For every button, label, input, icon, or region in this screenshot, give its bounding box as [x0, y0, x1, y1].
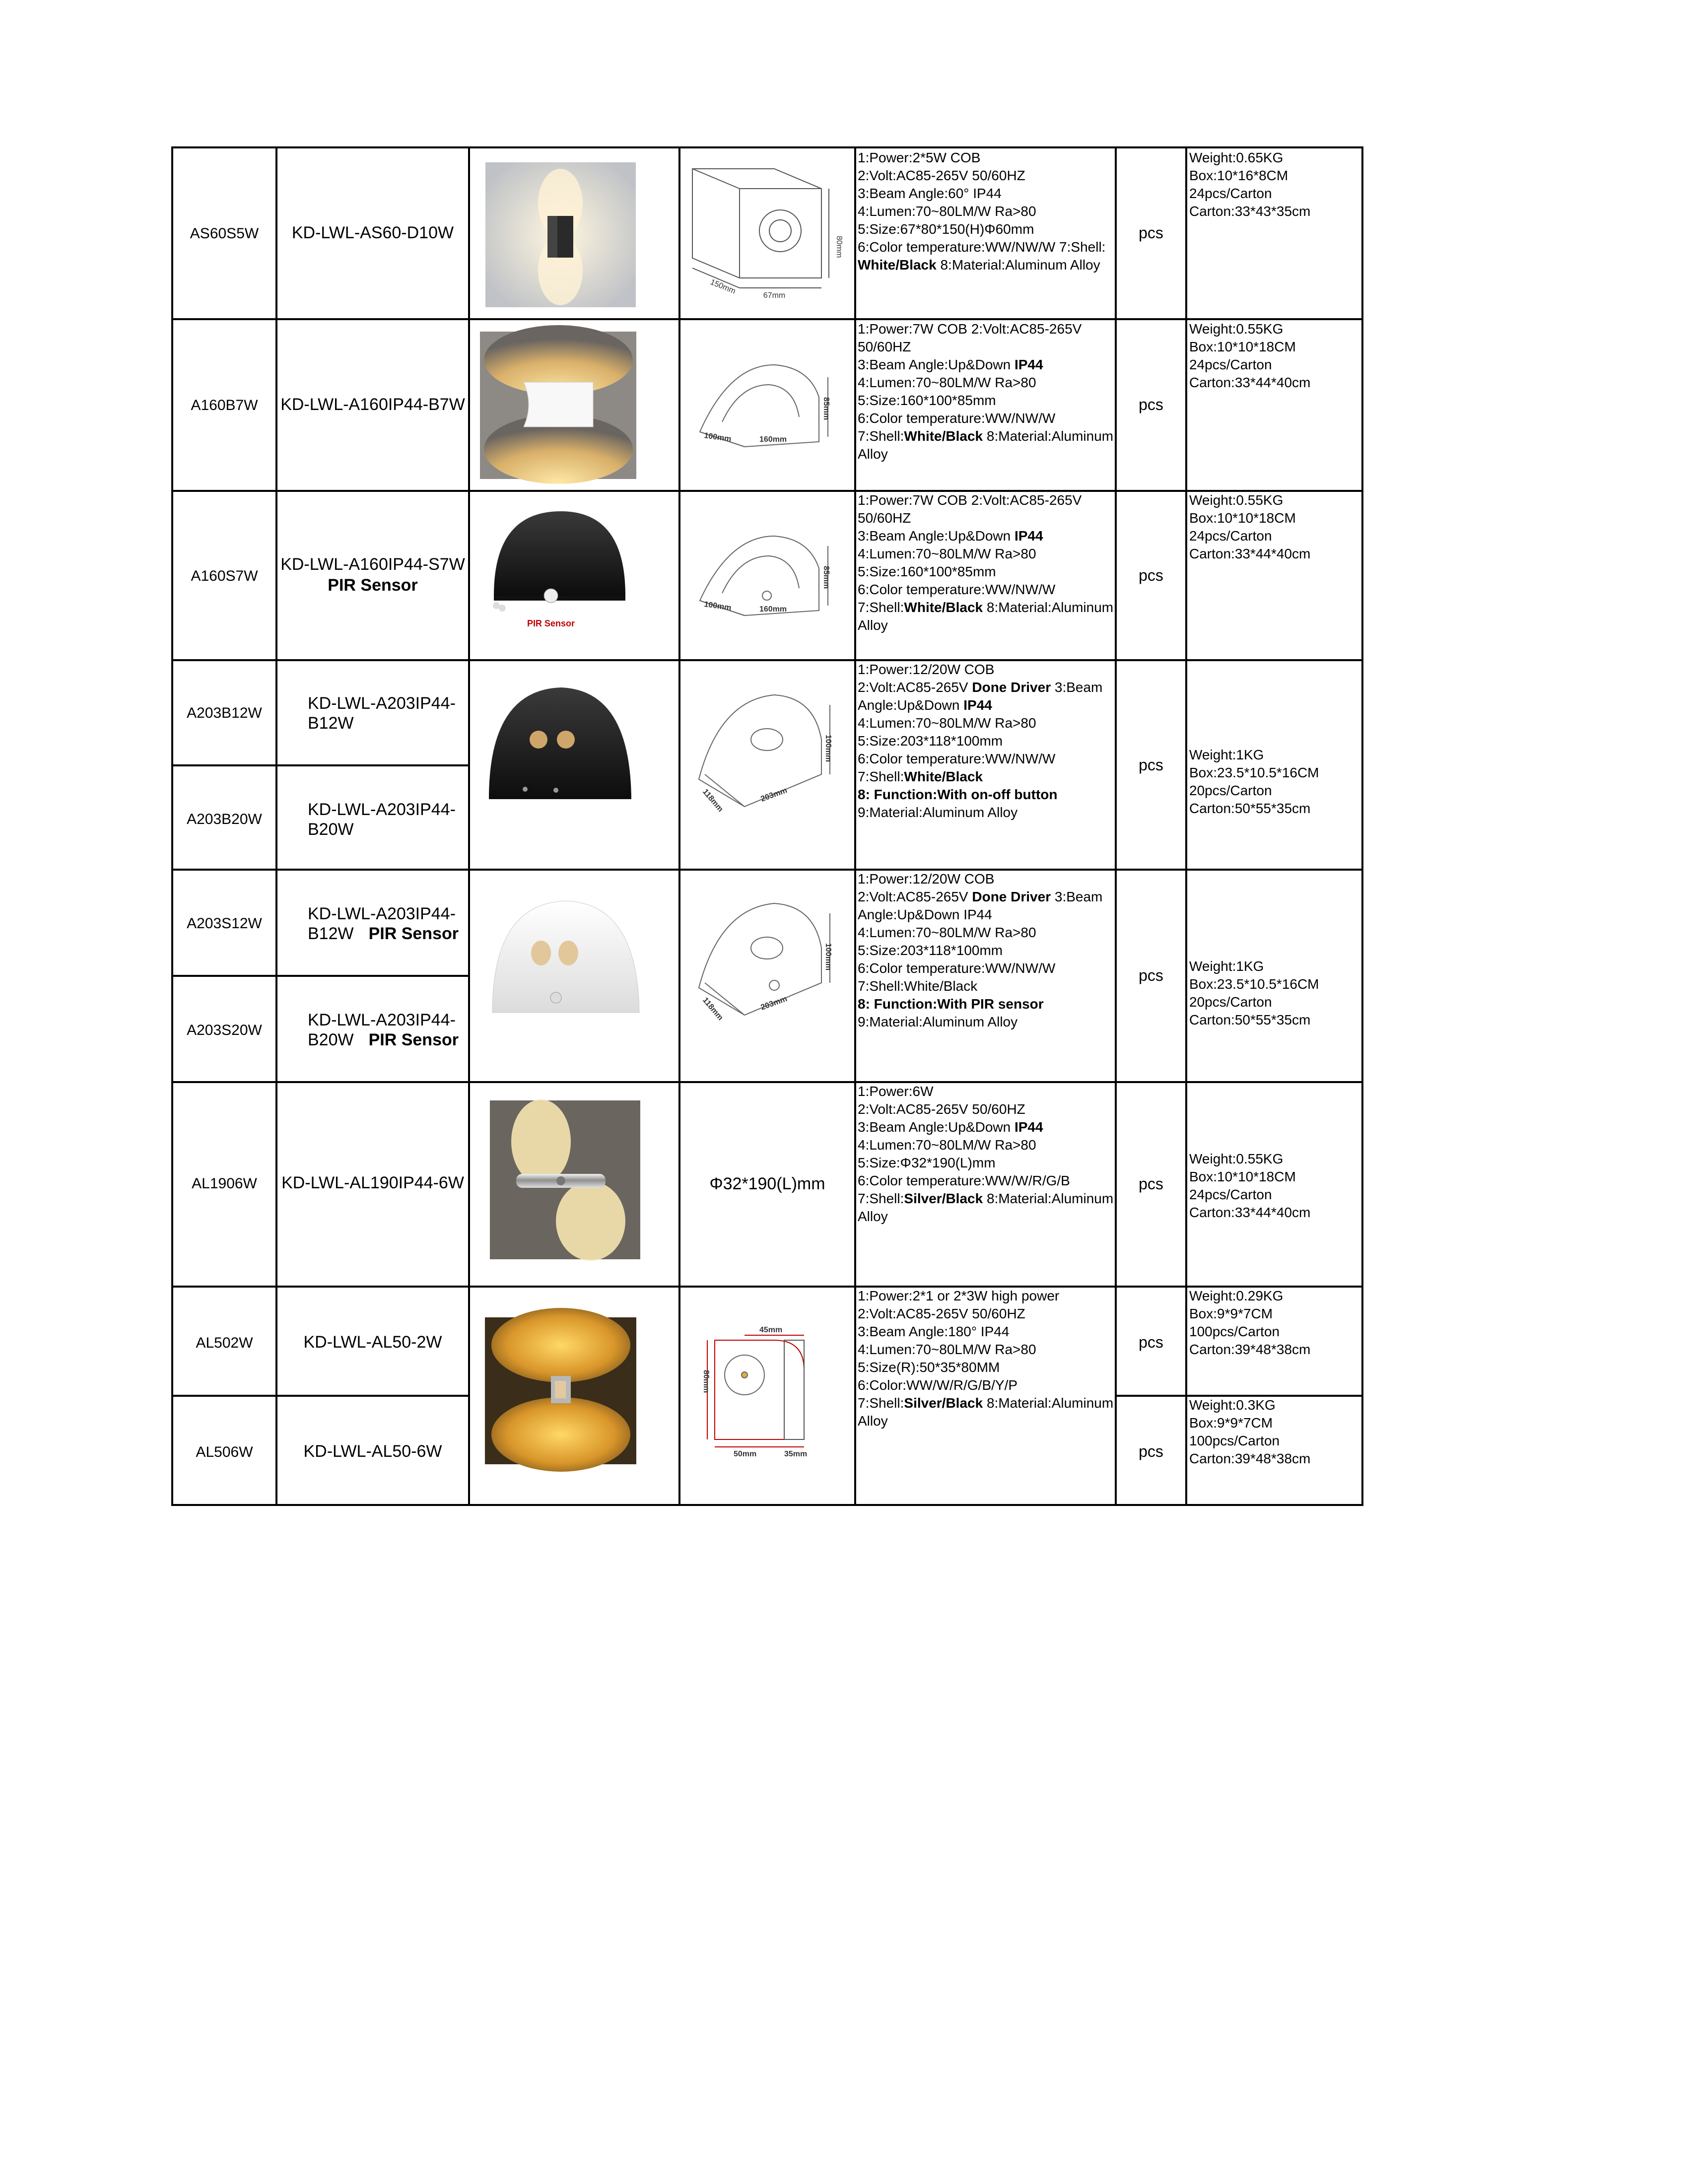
- svg-text:6:Color temperature:WW/NW/W: 6:Color temperature:WW/NW/W: [858, 582, 1056, 597]
- svg-text:8: Function:With on-off button: 8: Function:With on-off button: [858, 787, 1058, 802]
- spec-line: 4:Lumen:70~80LM/W Ra>80: [858, 204, 1036, 219]
- svg-text:9:Material:Aluminum Alloy: 9:Material:Aluminum Alloy: [858, 805, 1018, 820]
- svg-text:5:Size:203*118*100mm: 5:Size:203*118*100mm: [858, 943, 1003, 958]
- svg-text:Carton:50*55*35cm: Carton:50*55*35cm: [1189, 801, 1311, 816]
- svg-text:Alloy: Alloy: [858, 1209, 888, 1224]
- svg-text:203mm: 203mm: [759, 994, 789, 1012]
- product-photo: [485, 1308, 636, 1472]
- svg-text:6:Color:WW/W/R/G/B/Y/P: 6:Color:WW/W/R/G/B/Y/P: [858, 1377, 1018, 1393]
- svg-text:Weight:0.55KG: Weight:0.55KG: [1189, 321, 1284, 337]
- svg-text:118mm: 118mm: [700, 996, 725, 1023]
- table-row: [191, 492, 1310, 633]
- packing-info: [1189, 321, 1310, 390]
- product-photo: [489, 687, 631, 799]
- svg-text:7:Shell:Silver/Black 8:Materia: 7:Shell:Silver/Black 8:Material:Aluminum: [858, 1395, 1114, 1411]
- svg-text:1:Power:12/20W COB: 1:Power:12/20W COB: [858, 662, 995, 677]
- dimension-text: Φ32*190(L)mm: [709, 1174, 825, 1193]
- svg-text:100mm: 100mm: [703, 600, 732, 613]
- product-photo: [485, 162, 636, 307]
- svg-text:4:Lumen:70~80LM/W Ra>80: 4:Lumen:70~80LM/W Ra>80: [858, 546, 1036, 561]
- svg-text:3:Beam Angle:Up&Down IP44: 3:Beam Angle:Up&Down IP44: [858, 357, 1043, 372]
- svg-text:Box:9*9*7CM: Box:9*9*7CM: [1189, 1306, 1273, 1321]
- svg-text:2:Volt:AC85-265V 50/60HZ: 2:Volt:AC85-265V 50/60HZ: [858, 1101, 1025, 1117]
- svg-text:7:Shell:White/Black: 7:Shell:White/Black: [858, 769, 983, 784]
- svg-text:160mm: 160mm: [759, 435, 787, 444]
- table-row: [190, 150, 1311, 307]
- product-photo: [480, 325, 636, 484]
- product-code: B20W: [308, 820, 354, 839]
- svg-text:1:Power:12/20W COB: 1:Power:12/20W COB: [858, 871, 995, 887]
- svg-text:100pcs/Carton: 100pcs/Carton: [1189, 1433, 1280, 1448]
- svg-text:1:Power:7W COB 2:Volt:AC85-265: 1:Power:7W COB 2:Volt:AC85-265V: [858, 492, 1082, 508]
- product-code: KD-LWL-A160IP44-B7W: [280, 395, 465, 414]
- packing-info: [1189, 1288, 1310, 1357]
- svg-text:3:Beam Angle:Up&Down IP44: 3:Beam Angle:Up&Down IP44: [858, 528, 1043, 544]
- unit-label: pcs: [1139, 1442, 1163, 1460]
- svg-text:160mm: 160mm: [759, 605, 787, 614]
- svg-text:Carton:33*44*40cm: Carton:33*44*40cm: [1189, 1205, 1311, 1220]
- svg-text:20pcs/Carton: 20pcs/Carton: [1189, 994, 1272, 1010]
- product-photo: [492, 901, 639, 1013]
- product-code: KD-LWL-AL50-6W: [303, 1442, 442, 1461]
- svg-text:2:Volt:AC85-265V 50/60HZ: 2:Volt:AC85-265V 50/60HZ: [858, 1306, 1025, 1321]
- svg-text:45mm: 45mm: [759, 1326, 783, 1334]
- packing-info: [1189, 492, 1310, 561]
- svg-text:Box:10*10*18CM: Box:10*10*18CM: [1189, 510, 1296, 526]
- dimension-drawing: [707, 1335, 804, 1447]
- svg-text:6:Color temperature:WW/NW/W: 6:Color temperature:WW/NW/W: [858, 960, 1056, 976]
- spec-line: 3:Beam Angle:60° IP44: [858, 186, 1002, 201]
- product-code: KD-LWL-A203IP44-: [308, 1011, 456, 1029]
- product-photo: [490, 1099, 640, 1261]
- svg-text:Weight:0.55KG: Weight:0.55KG: [1189, 492, 1284, 508]
- spec-line: 5:Size:67*80*150(H)Φ60mm: [858, 221, 1034, 237]
- svg-text:5:Size:160*100*85mm: 5:Size:160*100*85mm: [858, 393, 996, 408]
- svg-text:4:Lumen:70~80LM/W Ra>80: 4:Lumen:70~80LM/W Ra>80: [858, 1137, 1036, 1153]
- svg-text:4:Lumen:70~80LM/W Ra>80: 4:Lumen:70~80LM/W Ra>80: [858, 1342, 1036, 1357]
- svg-text:Carton:50*55*35cm: Carton:50*55*35cm: [1189, 1012, 1311, 1027]
- model-number: A160B7W: [191, 397, 258, 413]
- svg-text:4:Lumen:70~80LM/W Ra>80: 4:Lumen:70~80LM/W Ra>80: [858, 375, 1036, 390]
- svg-text:7:Shell:White/Black 8:Material: 7:Shell:White/Black 8:Material:Aluminum: [858, 600, 1114, 615]
- packing-info: [1189, 1397, 1310, 1466]
- spec-list: [858, 662, 1102, 820]
- spec-list: [858, 1084, 1113, 1224]
- svg-text:7:Shell:White/Black 8:Material: 7:Shell:White/Black 8:Material:Aluminum: [858, 428, 1114, 444]
- product-code: KD-LWL-A160IP44-S7W: [280, 555, 465, 574]
- svg-text:85mm: 85mm: [822, 397, 830, 420]
- spec-line: 1:Power:2*5W COB: [858, 150, 981, 165]
- svg-text:67mm: 67mm: [763, 291, 786, 300]
- model-number: AS60S5W: [190, 225, 259, 242]
- unit-label: pcs: [1139, 1175, 1163, 1193]
- svg-text:Box:10*16*8CM: Box:10*16*8CM: [1189, 168, 1288, 183]
- unit-label: pcs: [1139, 396, 1163, 413]
- model-number: A160S7W: [191, 568, 258, 584]
- svg-text:Box:10*10*18CM: Box:10*10*18CM: [1189, 339, 1296, 354]
- product-code: KD-LWL-AL50-2W: [303, 1333, 442, 1352]
- table-row: [192, 1084, 1310, 1261]
- svg-text:80mm: 80mm: [702, 1370, 710, 1393]
- unit-label: pcs: [1139, 966, 1163, 984]
- svg-text:20pcs/Carton: 20pcs/Carton: [1189, 783, 1272, 798]
- product-code: B12W: [308, 714, 354, 733]
- svg-text:Carton:33*44*40cm: Carton:33*44*40cm: [1189, 375, 1311, 390]
- svg-text:Carton:39*48*38cm: Carton:39*48*38cm: [1189, 1342, 1311, 1357]
- svg-text:Carton:33*43*35cm: Carton:33*43*35cm: [1189, 204, 1311, 219]
- svg-text:203mm: 203mm: [759, 786, 789, 804]
- model-number: A203S12W: [187, 915, 262, 932]
- pir-sensor-caption: PIR Sensor: [527, 618, 575, 628]
- svg-text:24pcs/Carton: 24pcs/Carton: [1189, 1187, 1272, 1202]
- unit-label: pcs: [1139, 566, 1163, 584]
- svg-text:Weight:0.65KG: Weight:0.65KG: [1189, 150, 1284, 165]
- svg-text:Weight:1KG: Weight:1KG: [1189, 747, 1264, 762]
- svg-text:Carton:33*44*40cm: Carton:33*44*40cm: [1189, 546, 1311, 561]
- svg-text:Carton:39*48*38cm: Carton:39*48*38cm: [1189, 1451, 1311, 1466]
- svg-text:Weight:0.55KG: Weight:0.55KG: [1189, 1151, 1284, 1166]
- model-number: AL506W: [196, 1444, 253, 1460]
- packing-info: [1189, 958, 1319, 1027]
- dimension-drawing: [699, 695, 830, 807]
- svg-text:50mm: 50mm: [734, 1450, 757, 1458]
- product-code: KD-LWL-A203IP44-: [308, 904, 456, 923]
- svg-text:Box:23.5*10.5*16CM: Box:23.5*10.5*16CM: [1189, 976, 1319, 992]
- model-number: AL502W: [196, 1335, 253, 1351]
- spec-list: [858, 321, 1113, 462]
- dimension-drawing: [692, 169, 829, 288]
- svg-text:6:Color temperature:WW/W/R/G/B: 6:Color temperature:WW/W/R/G/B: [858, 1173, 1070, 1188]
- svg-text:Alloy: Alloy: [858, 446, 888, 462]
- svg-text:100mm: 100mm: [824, 735, 832, 762]
- svg-text:2:Volt:AC85-265V Done Driver 3: 2:Volt:AC85-265V Done Driver 3:Beam: [858, 889, 1103, 904]
- svg-text:24pcs/Carton: 24pcs/Carton: [1189, 357, 1272, 372]
- svg-text:85mm: 85mm: [822, 566, 830, 589]
- svg-text:4:Lumen:70~80LM/W Ra>80: 4:Lumen:70~80LM/W Ra>80: [858, 925, 1036, 940]
- unit-label: pcs: [1139, 224, 1163, 242]
- spec-line: 2:Volt:AC85-265V 50/60HZ: [858, 168, 1025, 183]
- svg-text:150mm: 150mm: [709, 277, 737, 296]
- table-row: [187, 871, 1319, 1049]
- dimension-drawing: [699, 903, 830, 1015]
- svg-text:100mm: 100mm: [824, 943, 832, 971]
- svg-text:5:Size:Φ32*190(L)mm: 5:Size:Φ32*190(L)mm: [858, 1155, 996, 1170]
- svg-text:2:Volt:AC85-265V Done Driver 3: 2:Volt:AC85-265V Done Driver 3:Beam: [858, 680, 1103, 695]
- svg-text:50/60HZ: 50/60HZ: [858, 510, 911, 526]
- svg-text:1:Power:6W: 1:Power:6W: [858, 1084, 934, 1099]
- svg-text:5:Size:160*100*85mm: 5:Size:160*100*85mm: [858, 564, 996, 579]
- svg-text:Weight:1KG: Weight:1KG: [1189, 958, 1264, 974]
- svg-text:Box:23.5*10.5*16CM: Box:23.5*10.5*16CM: [1189, 765, 1319, 780]
- svg-text:Box:9*9*7CM: Box:9*9*7CM: [1189, 1415, 1273, 1431]
- svg-text:Alloy: Alloy: [858, 1413, 888, 1429]
- spec-line: White/Black 8:Material:Aluminum Alloy: [858, 257, 1100, 273]
- svg-text:24pcs/Carton: 24pcs/Carton: [1189, 528, 1272, 544]
- svg-text:6:Color temperature:WW/NW/W: 6:Color temperature:WW/NW/W: [858, 751, 1056, 766]
- svg-text:Angle:Up&Down IP44: Angle:Up&Down IP44: [858, 697, 992, 713]
- packing-info: [1189, 150, 1310, 219]
- svg-text:50/60HZ: 50/60HZ: [858, 339, 911, 354]
- svg-text:Alloy: Alloy: [858, 617, 888, 633]
- product-code: KD-LWL-A203IP44-: [308, 694, 456, 713]
- svg-text:1:Power:7W COB 2:Volt:AC85-265: 1:Power:7W COB 2:Volt:AC85-265V: [858, 321, 1082, 337]
- svg-text:24pcs/Carton: 24pcs/Carton: [1189, 186, 1272, 201]
- svg-text:7:Shell:Silver/Black 8:Materia: 7:Shell:Silver/Black 8:Material:Aluminum: [858, 1191, 1114, 1206]
- svg-text:100pcs/Carton: 100pcs/Carton: [1189, 1324, 1280, 1339]
- svg-text:5:Size:203*118*100mm: 5:Size:203*118*100mm: [858, 733, 1003, 749]
- svg-text:5:Size(R):50*35*80MM: 5:Size(R):50*35*80MM: [858, 1360, 1000, 1375]
- model-number: AL1906W: [192, 1175, 257, 1192]
- table-row: [191, 321, 1310, 484]
- svg-text:Weight:0.3KG: Weight:0.3KG: [1189, 1397, 1276, 1413]
- pir-sensor-label: PIR Sensor: [328, 576, 418, 595]
- unit-label: pcs: [1139, 1333, 1163, 1351]
- product-code: B12W PIR Sensor: [308, 924, 459, 943]
- packing-info: [1189, 1151, 1310, 1220]
- spec-list: [858, 871, 1102, 1029]
- model-number: A203B20W: [187, 811, 262, 827]
- svg-text:8: Function:With PIR sensor: 8: Function:With PIR sensor: [858, 996, 1044, 1012]
- svg-text:6:Color temperature:WW/NW/W: 6:Color temperature:WW/NW/W: [858, 410, 1056, 426]
- svg-text:Angle:Up&Down IP44: Angle:Up&Down IP44: [858, 907, 992, 922]
- svg-text:7:Shell:White/Black: 7:Shell:White/Black: [858, 978, 978, 994]
- table-row: [187, 662, 1319, 839]
- model-number: A203B12W: [187, 705, 262, 721]
- svg-text:100mm: 100mm: [703, 431, 732, 444]
- svg-text:80mm: 80mm: [835, 236, 843, 258]
- table-row: [196, 1288, 1310, 1472]
- svg-text:118mm: 118mm: [700, 787, 725, 814]
- model-number: A203S20W: [187, 1022, 262, 1038]
- unit-label: pcs: [1139, 756, 1163, 774]
- svg-text:9:Material:Aluminum Alloy: 9:Material:Aluminum Alloy: [858, 1014, 1018, 1029]
- svg-text:Box:10*10*18CM: Box:10*10*18CM: [1189, 1169, 1296, 1184]
- product-code: KD-LWL-A203IP44-: [308, 800, 456, 819]
- spec-list: [858, 150, 1105, 273]
- product-code: B20W PIR Sensor: [308, 1030, 459, 1049]
- svg-text:3:Beam Angle:180° IP44: 3:Beam Angle:180° IP44: [858, 1324, 1010, 1339]
- product-photo: [493, 511, 625, 612]
- spec-list: [858, 1288, 1113, 1429]
- svg-text:Weight:0.29KG: Weight:0.29KG: [1189, 1288, 1284, 1303]
- svg-text:3:Beam Angle:Up&Down IP44: 3:Beam Angle:Up&Down IP44: [858, 1119, 1043, 1135]
- spec-line: 6:Color temperature:WW/NW/W 7:Shell:: [858, 239, 1106, 255]
- product-code: KD-LWL-AS60-D10W: [291, 223, 454, 242]
- spec-list: [858, 492, 1113, 633]
- svg-text:4:Lumen:70~80LM/W Ra>80: 4:Lumen:70~80LM/W Ra>80: [858, 715, 1036, 731]
- svg-text:1:Power:2*1 or 2*3W high power: 1:Power:2*1 or 2*3W high power: [858, 1288, 1060, 1303]
- svg-text:35mm: 35mm: [784, 1450, 808, 1458]
- packing-info: [1189, 747, 1319, 816]
- product-code: KD-LWL-AL190IP44-6W: [281, 1173, 464, 1192]
